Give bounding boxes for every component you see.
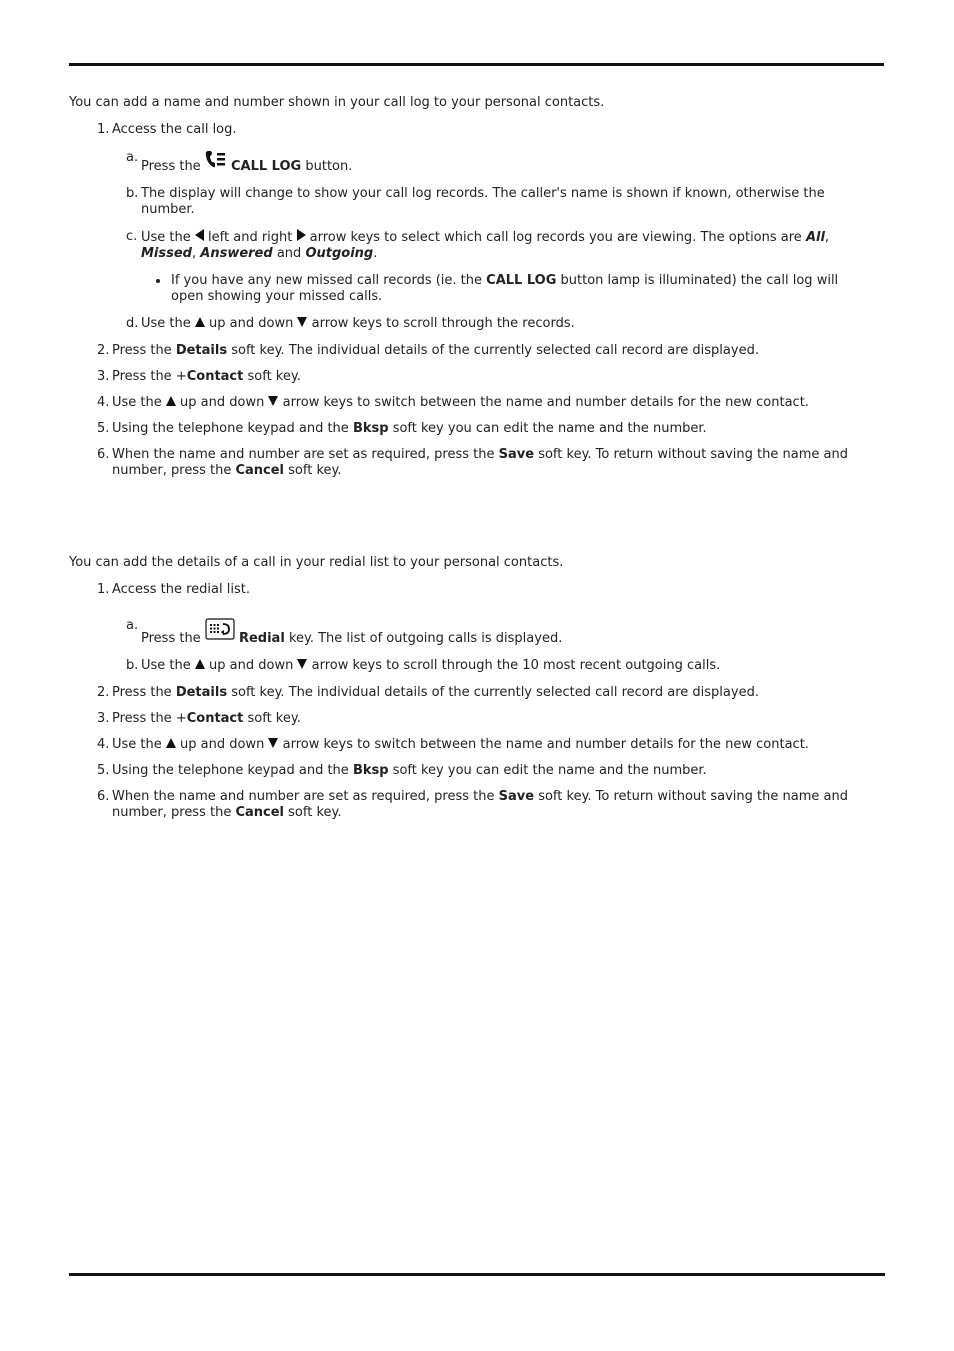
text: soft key. The individual details of the currently selected call record are displayed. <box>231 343 759 358</box>
step-1 <box>69 122 869 332</box>
bksp-label: Bksp <box>352 421 389 436</box>
text: If you have any new missed call records (ie. the <box>171 273 483 288</box>
text: Use the <box>112 395 162 410</box>
text: soft key. To return without saving the name and number, press the <box>112 789 848 820</box>
step-number: 3. <box>97 711 110 726</box>
substep-letter: b. <box>126 658 139 673</box>
down-arrow-icon <box>268 396 278 406</box>
text: Press the <box>141 159 201 174</box>
substep-c: c. Use the left and right arrow keys to select which call log records you are viewing. The options are All, Missed, Answered and Outgoing. If you have any new missed call records (ie. the CALL LOG button lamp is illuminated) the call log will open showing your missed calls. <box>112 229 869 305</box>
bksp-label: Bksp <box>352 763 389 778</box>
option-missed: Missed <box>141 246 192 261</box>
down-arrow-icon <box>297 659 307 669</box>
step-3 <box>69 711 869 727</box>
details-label: Details <box>175 685 228 700</box>
right-arrow-icon <box>297 229 306 241</box>
text: up and down <box>209 658 294 673</box>
text: Using the telephone keypad and the <box>112 421 349 436</box>
steps-list <box>69 582 869 821</box>
text: Use the <box>141 316 191 331</box>
text: soft key. <box>247 711 301 726</box>
option-answered: Answered <box>200 246 273 261</box>
step-4 <box>69 737 869 753</box>
option-outgoing: Outgoing <box>305 246 374 261</box>
contact-label: Contact <box>186 711 244 726</box>
text: Use the <box>141 658 191 673</box>
step-3 <box>69 369 869 385</box>
text: soft key. To return without saving the name and number, press the <box>112 447 848 478</box>
up-arrow-icon <box>166 738 176 748</box>
bullet-list <box>141 273 869 305</box>
step-number: 4. <box>97 395 110 410</box>
text: . <box>373 246 378 261</box>
step-number: 1. <box>97 122 110 137</box>
step-number: 5. <box>97 421 110 436</box>
text: When the name and number are set as required, press the <box>112 789 495 804</box>
step-text: Access the redial list. <box>112 582 250 597</box>
up-arrow-icon <box>166 396 176 406</box>
step-5 <box>69 421 869 437</box>
text: Press the <box>141 631 201 646</box>
substep-letter: a. <box>126 618 139 633</box>
step-4 <box>69 395 869 411</box>
text: button. <box>305 159 353 174</box>
substep-d <box>112 316 869 332</box>
step-number: 3. <box>97 369 110 384</box>
step-number: 5. <box>97 763 110 778</box>
step-5 <box>69 763 869 779</box>
redial-icon <box>205 618 235 640</box>
call-log-section <box>69 95 869 489</box>
redial-label: Redial <box>238 631 285 646</box>
text: Press the + <box>112 369 187 384</box>
option-all: All <box>805 230 825 245</box>
step-number: 4. <box>97 737 110 752</box>
cancel-label: Cancel <box>235 463 285 478</box>
text: soft key. <box>288 805 342 820</box>
save-label: Save <box>498 789 535 804</box>
step-number: 1. <box>97 582 110 597</box>
steps-list <box>69 122 869 479</box>
call-log-icon <box>205 150 227 170</box>
text: Use the <box>141 230 191 245</box>
header-rule <box>69 63 884 66</box>
text: left and right <box>208 230 293 245</box>
substep-a <box>112 618 869 647</box>
redial-section <box>69 555 869 831</box>
text: arrow keys to scroll through the 10 most recent outgoing calls. <box>311 658 721 673</box>
step-6 <box>69 447 869 479</box>
text: up and down <box>180 737 265 752</box>
step-number: 6. <box>97 447 110 462</box>
step-number: 2. <box>97 685 110 700</box>
text: arrow keys to switch between the name and number details for the new contact. <box>282 395 809 410</box>
substep-letter: a. <box>126 150 139 165</box>
contact-label: Contact <box>186 369 244 384</box>
up-arrow-icon <box>195 659 205 669</box>
text: button lamp is illuminated) the call log will open showing your missed calls. <box>171 273 839 304</box>
substeps-list <box>112 150 869 332</box>
text: soft key. The individual details of the currently selected call record are displayed. <box>231 685 759 700</box>
down-arrow-icon <box>297 317 307 327</box>
step-2 <box>69 685 869 701</box>
text: and <box>276 246 302 261</box>
text: arrow keys to select which call log records you are viewing. The options are <box>309 230 802 245</box>
step-number: 2. <box>97 343 110 358</box>
call-log-label: CALL LOG <box>230 159 302 174</box>
text: up and down <box>180 395 265 410</box>
text: The display will change to show your call log records. The caller's name is shown if known, otherwise the number. <box>141 186 825 217</box>
text: Press the + <box>112 711 187 726</box>
details-label: Details <box>175 343 228 358</box>
left-arrow-icon <box>195 229 204 241</box>
bullet-dot <box>156 279 160 283</box>
text: soft key. <box>247 369 301 384</box>
text: When the name and number are set as required, press the <box>112 447 495 462</box>
step-6 <box>69 789 869 821</box>
text: soft key. <box>288 463 342 478</box>
text: Press the <box>112 343 172 358</box>
step-number: 6. <box>97 789 110 804</box>
save-label: Save <box>498 447 535 462</box>
down-arrow-icon <box>268 738 278 748</box>
text: Using the telephone keypad and the <box>112 763 349 778</box>
text: up and down <box>209 316 294 331</box>
text: arrow keys to switch between the name and number details for the new contact. <box>282 737 809 752</box>
bullet-item <box>141 273 869 305</box>
substep-b <box>112 658 869 674</box>
step-1 <box>69 582 869 674</box>
call-log-label: CALL LOG <box>486 273 557 288</box>
step-text: Access the call log. <box>112 122 237 137</box>
substeps-list <box>112 618 869 674</box>
substep-letter: c. <box>126 229 138 244</box>
substep-b <box>112 186 869 218</box>
substep-letter: d. <box>126 316 139 331</box>
intro-text: You can add the details of a call in your redial list to your personal contacts. <box>69 555 564 570</box>
text: Press the <box>112 685 172 700</box>
footer-rule <box>69 1273 885 1276</box>
text: soft key you can edit the name and the number. <box>392 421 707 436</box>
substep-letter: b. <box>126 186 139 201</box>
step-2 <box>69 343 869 359</box>
up-arrow-icon <box>195 317 205 327</box>
substep-a <box>112 150 869 175</box>
text: arrow keys to scroll through the records. <box>311 316 575 331</box>
text: key. The list of outgoing calls is displayed. <box>288 631 563 646</box>
text: soft key you can edit the name and the number. <box>392 763 707 778</box>
text: Use the <box>112 737 162 752</box>
intro-text: You can add a name and number shown in your call log to your personal contacts. <box>69 95 605 110</box>
cancel-label: Cancel <box>235 805 285 820</box>
